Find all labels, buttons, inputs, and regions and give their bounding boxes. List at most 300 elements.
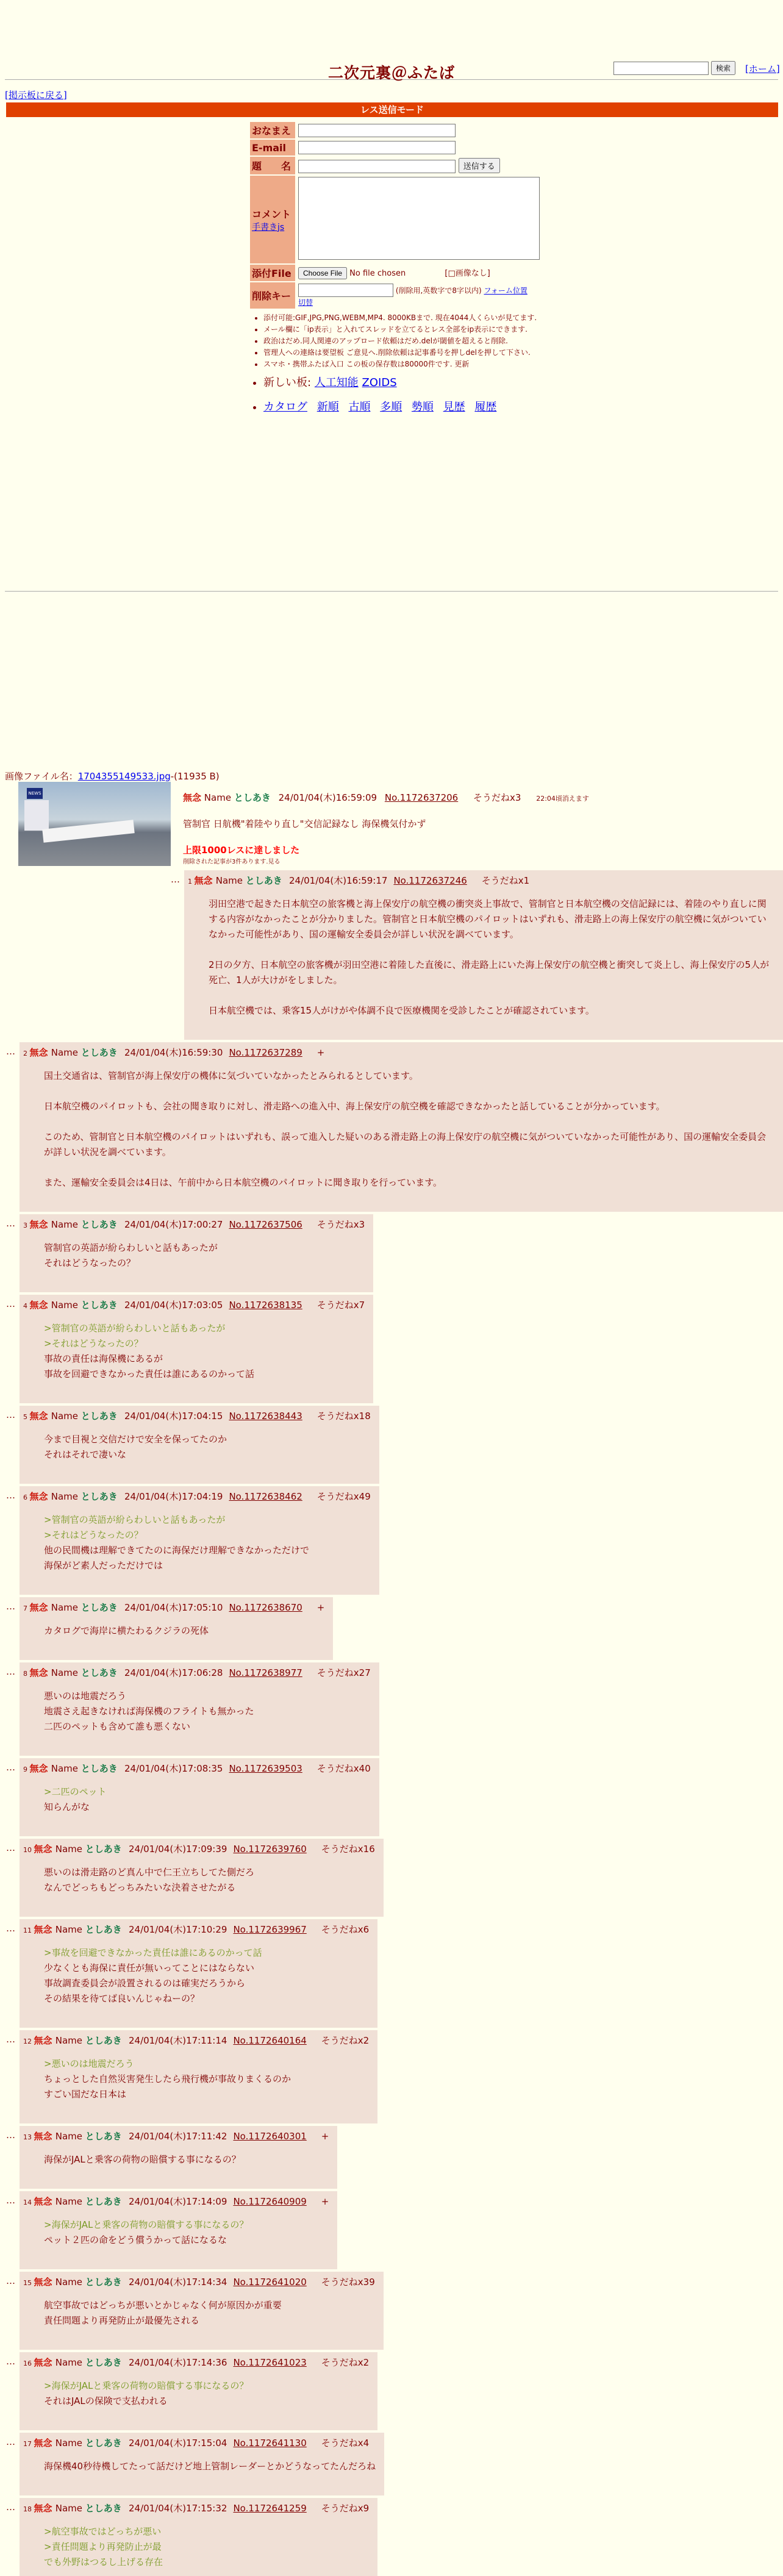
file-link[interactable]: 1704355149533.jpg — [77, 771, 171, 782]
reply-index: 6 — [23, 1494, 30, 1501]
tail-fin-shape — [24, 800, 49, 831]
rule-item: • 添付可能:GIF,JPG,PNG,WEBM,MP4. 8000KBまで. 現在4044人くらいが見てます. — [263, 312, 783, 323]
reply-quote: >海保がJALと乗客の荷物の賠償する事になるの？ — [44, 2219, 249, 2230]
search-button[interactable]: 検索 — [711, 61, 735, 75]
reply-name-prefix: Name — [51, 1602, 81, 1613]
reply-name: としあき — [85, 2131, 125, 2142]
reply-ellipsis: … — [6, 1046, 15, 1057]
reply-ellipsis: … — [6, 2130, 15, 2141]
comment-textarea[interactable] — [298, 177, 540, 260]
reply-subject: 無念 — [34, 2196, 55, 2207]
reply-header — [23, 1762, 371, 1775]
reply-post — [0, 1406, 783, 1484]
reply-ellipsis: … — [6, 2275, 15, 2286]
reply-paragraph: 羽田空港で起きた日本航空の旅客機と海上保安庁の航空機の衝突炎上事故で、管制官と日本航空機の交信記録には、着陸のやり直しに関する内容がなかったことが分かりました。管制官と日本航空機のパイロットはいずれも、滑走路上の海上保安庁の航空機に気がついていなかった可能性があり、国の運輸安全委員会が詳しい状況を調べています。 — [209, 898, 767, 940]
comment-label — [250, 176, 295, 263]
op-subject: 無念 — [183, 792, 202, 803]
reply-number[interactable]: No.1172639503 — [229, 1763, 302, 1774]
reply-name: としあき — [80, 1491, 121, 1502]
reply-paragraph: ちょっとした自然災害発生したら飛行機が事故りまくるのか すごい国だな日本は — [44, 2073, 291, 2100]
reply-ellipsis: … — [6, 1218, 15, 1229]
reply-header — [23, 2130, 329, 2142]
reply-index: 17 — [23, 2440, 34, 2448]
name-field[interactable] — [298, 124, 456, 137]
back-link-wrap — [5, 88, 783, 101]
reply-sodane[interactable]: そうだねx16 — [321, 1844, 375, 1855]
reply-paragraph: また、運輸安全委員会は4日は、午前中から日本航空機のパイロットに聞き取りを行っています。 — [44, 1177, 443, 1188]
reply-date: 24/01/04(木)17:14:09 — [129, 2196, 227, 2207]
reply-post — [0, 2352, 783, 2430]
reply-number[interactable]: No.1172638977 — [229, 1667, 302, 1678]
reply-number[interactable]: No.1172638135 — [229, 1300, 302, 1311]
reply-number[interactable]: No.1172641259 — [233, 2503, 307, 2514]
reply-subject: 無念 — [29, 1667, 51, 1678]
reply-number[interactable]: No.1172640909 — [233, 2196, 307, 2207]
news-logo-icon: NEWS — [27, 788, 43, 799]
deleted-note: 削除された記事が3件あります.見る — [183, 859, 281, 865]
reply-number[interactable]: No.1172638443 — [229, 1411, 302, 1422]
reply-header — [23, 1490, 371, 1503]
reply-index: 2 — [23, 1050, 30, 1057]
reply-post — [0, 1214, 783, 1292]
reply-sodane[interactable]: そうだねx2 — [321, 2357, 370, 2368]
reply-number[interactable]: No.1172638462 — [229, 1491, 302, 1502]
reply-ellipsis: … — [6, 1762, 15, 1773]
reply-paragraph: 知らんがな — [44, 1801, 90, 1812]
rule-item: • 管理人への連絡は要望板 ご意見へ.削除依頼は記事番号を押しdelを押して下さい. — [263, 347, 783, 357]
reply-subject: 無念 — [194, 875, 216, 886]
reply-ellipsis: … — [6, 2502, 15, 2513]
reply-index: 9 — [23, 1766, 30, 1773]
reply-subject: 無念 — [34, 2438, 55, 2449]
back-to-board-link[interactable]: [掲示板に戻る] — [5, 90, 67, 101]
reply-sodane[interactable]: そうだねx2 — [321, 2035, 370, 2046]
reply-header — [23, 1666, 371, 1679]
reply-number[interactable]: No.1172640164 — [233, 2035, 307, 2046]
new-board-label: 新しい板: — [263, 376, 312, 389]
op-expire: 22:04頃消えます — [536, 795, 589, 803]
reply-subject: 無念 — [29, 1300, 51, 1311]
sort-many-link[interactable]: 多順 — [380, 401, 402, 413]
op-header — [183, 791, 783, 804]
reply-subject: 無念 — [29, 1763, 51, 1774]
reply-name-prefix: Name — [55, 2035, 85, 2046]
reply-sodane[interactable]: + — [316, 1047, 325, 1058]
reply-number[interactable]: No.1172639967 — [233, 1924, 307, 1935]
rule-item: • メール欄に「ip表示」と入れてスレッドを立てるとレス全部をip表示にできます. — [263, 324, 783, 334]
catalog-links — [255, 398, 783, 414]
reply-date: 24/01/04(木)17:09:39 — [129, 1844, 227, 1855]
subject-field[interactable] — [298, 160, 456, 173]
reply-name-prefix: Name — [215, 875, 246, 886]
reply-post — [165, 870, 783, 1040]
reply-subject: 無念 — [34, 2277, 55, 2288]
reply-number[interactable]: No.1172640301 — [233, 2131, 307, 2142]
reply-sodane[interactable]: そうだねx7 — [316, 1300, 365, 1311]
reply-body — [44, 2152, 329, 2167]
reply-body — [44, 1512, 371, 1573]
file-label: 添付File — [250, 265, 295, 281]
reply-body — [44, 1784, 371, 1815]
delkey-field[interactable] — [298, 284, 393, 297]
reply-header — [23, 2502, 369, 2514]
switch-link[interactable]: 切替 — [298, 298, 313, 307]
reply-sodane[interactable]: そうだねx39 — [321, 2277, 375, 2288]
reply-ellipsis: … — [6, 1409, 15, 1420]
reply-name-prefix: Name — [51, 1047, 81, 1058]
reply-paragraph: 日本航空機のパイロットも、会社の聞き取りに対し、滑走路への進入中、海上保安庁の航空機を確認できなかったと話していることが分かっています。 — [44, 1101, 665, 1112]
catalog-link[interactable]: カタログ — [263, 401, 307, 413]
reply-quote: >管制官の英語が紛らわしいと話もあったが >それはどうなったの？ — [44, 1514, 226, 1540]
reply-paragraph: 国土交通省は、管制官が海上保安庁の機体に気づいていなかったとみられるとしています。 — [44, 1070, 418, 1081]
reply-number[interactable]: No.1172637246 — [393, 875, 467, 886]
reply-paragraph: 日本航空機では、乗客15人がけがや体調不良で医療機関を受診したことが確認されています。 — [209, 1005, 595, 1016]
new-board-list — [255, 374, 783, 390]
aircraft-wreck-shape — [42, 820, 134, 843]
ad-space — [0, 414, 783, 591]
reply-quote: >管制官の英語が紛らわしいと話もあったが >それはどうなったの？ — [44, 1323, 226, 1349]
reply-paragraph: 悪いのは地震だろう 地震さえ起きなければ海保機のフライトも無かった 二匹のペットも含めて誰も悪くない — [44, 1690, 254, 1732]
reply-name: としあき — [80, 1411, 121, 1422]
reply-box — [20, 2030, 377, 2123]
submit-button[interactable]: 送信する — [459, 158, 500, 173]
reply-post — [0, 1662, 783, 1756]
reply-index: 12 — [23, 2038, 34, 2045]
reply-number[interactable]: No.1172638670 — [229, 1602, 302, 1613]
reply-index: 15 — [23, 2279, 34, 2287]
reply-name-prefix: Name — [55, 1844, 85, 1855]
reply-sodane[interactable]: そうだねx18 — [316, 1411, 371, 1422]
reply-post — [0, 2126, 783, 2189]
reply-box — [20, 1295, 373, 1403]
reply-index: 10 — [23, 1846, 34, 1854]
op-name-prefix: Name — [204, 792, 232, 803]
reply-sodane[interactable]: + — [316, 1602, 325, 1613]
reply-name-prefix: Name — [55, 2438, 85, 2449]
reply-index: 8 — [23, 1670, 30, 1678]
reply-quote: >二匹のペット — [44, 1786, 107, 1797]
reply-box — [184, 870, 783, 1040]
reply-ellipsis: … — [6, 2034, 15, 2045]
reply-header — [23, 2034, 369, 2047]
reply-index: 14 — [23, 2199, 34, 2206]
reply-list — [0, 870, 783, 2576]
reply-name: としあき — [85, 1924, 125, 1935]
limit-notice: 上限1000レスに達しました — [183, 845, 300, 856]
reply-header — [23, 1218, 365, 1231]
reply-post — [0, 2030, 783, 2123]
email-field[interactable] — [298, 141, 456, 154]
reply-subject: 無念 — [29, 1602, 51, 1613]
reply-name: としあき — [85, 2035, 125, 2046]
reply-sodane[interactable]: そうだねx9 — [321, 2503, 370, 2514]
reply-name-prefix: Name — [51, 1763, 81, 1774]
reply-post — [0, 1919, 783, 2028]
reply-header — [23, 2195, 329, 2208]
reply-body — [44, 1432, 371, 1462]
reply-box — [20, 1214, 373, 1292]
reply-name-prefix: Name — [55, 2357, 85, 2368]
thread-thumbnail[interactable] — [18, 782, 171, 866]
reply-header — [23, 1601, 324, 1614]
reply-index: 16 — [23, 2360, 34, 2367]
reply-subject: 無念 — [29, 1491, 51, 1502]
reply-body — [44, 1623, 324, 1639]
reply-subject: 無念 — [29, 1411, 51, 1422]
reply-sodane[interactable]: そうだねx6 — [321, 1924, 370, 1935]
op-sodane[interactable]: そうだねx3 — [473, 792, 521, 803]
reply-body — [44, 2217, 329, 2248]
reply-date: 24/01/04(木)17:03:05 — [124, 1300, 223, 1311]
name-label: おなまえ — [250, 122, 295, 138]
reply-date: 24/01/04(木)17:08:35 — [124, 1763, 223, 1774]
reply-body — [44, 2524, 369, 2570]
reply-date: 24/01/04(木)17:11:14 — [129, 2035, 227, 2046]
reply-paragraph: 少なくとも海保に責任が無いってことにはならない 事故調査委員会が設置されるのは確実だろうから その結果を待てば良いんじゃねーの？ — [44, 1962, 255, 2004]
sort-momentum-link[interactable]: 勢順 — [411, 401, 434, 413]
reply-mode-bar: レス送信モード — [6, 102, 778, 117]
reply-date: 24/01/04(木)16:59:17 — [289, 875, 388, 886]
reply-subject: 無念 — [29, 1219, 51, 1230]
reply-body — [44, 1321, 365, 1382]
reply-header — [23, 1842, 375, 1855]
reply-name: としあき — [85, 2196, 125, 2207]
reply-sodane[interactable]: そうだねx3 — [316, 1219, 365, 1230]
reply-paragraph: 2日の夕方、日本航空の旅客機が羽田空港に着陸した直後に、滑走路上にいた海上保安庁の航空機と衝突して炎上し、海上保安庁の5人が死亡、1人が大けがをしました。 — [209, 959, 770, 986]
reply-date: 24/01/04(木)17:05:10 — [124, 1602, 223, 1613]
reply-paragraph: 他の民間機は理解できてたのに海保だけ理解できなかっただけで 海保がど素人だっただけでは — [44, 1545, 310, 1571]
reply-header — [23, 1298, 365, 1311]
reply-name: としあき — [85, 2357, 125, 2368]
reply-index: 5 — [23, 1413, 30, 1421]
reply-paragraph: 事故の責任は海保機にあるが 事故を回避できなかった責任は誰にあるのかって話 — [44, 1353, 255, 1379]
reply-post — [0, 1486, 783, 1595]
reply-date: 24/01/04(木)17:15:04 — [129, 2438, 227, 2449]
reply-subject: 無念 — [34, 1924, 55, 1935]
reply-paragraph: それはJALの保険で支払われる — [44, 2395, 168, 2406]
reply-number[interactable]: No.1172641023 — [233, 2357, 307, 2368]
reply-post — [0, 1758, 783, 1836]
reply-box — [20, 1662, 379, 1756]
reply-quote: >悪いのは地震だろう — [44, 2058, 134, 2069]
reply-box — [20, 2126, 337, 2189]
reply-ellipsis: … — [6, 2436, 15, 2447]
reply-name: としあき — [245, 875, 285, 886]
reply-ellipsis: … — [6, 1666, 15, 1677]
reply-box — [20, 2498, 377, 2576]
reply-post — [0, 1042, 783, 1212]
reply-date: 24/01/04(木)16:59:30 — [124, 1047, 223, 1058]
reply-ellipsis: … — [6, 1601, 15, 1612]
reply-box — [20, 1839, 384, 1917]
op-date: 24/01/04(木)16:59:09 — [278, 792, 377, 803]
reply-post — [0, 2433, 783, 2496]
no-file-text: No file chosen — [349, 269, 406, 278]
reply-quote: >海保がJALと乗客の荷物の賠償する事になるの？ — [44, 2380, 249, 2391]
reply-subject: 無念 — [34, 2035, 55, 2046]
reply-paragraph: 海保機40秒待機してたって話だけど地上管制レーダーとかどうなってたんだろね — [44, 2461, 376, 2472]
reply-subject: 無念 — [34, 1844, 55, 1855]
thread — [0, 770, 783, 2576]
no-image-toggle[interactable]: [□画像なし] — [445, 269, 490, 278]
reply-date: 24/01/04(木)17:06:28 — [124, 1667, 223, 1678]
reply-name: としあき — [80, 1047, 121, 1058]
history-link[interactable]: 履歴 — [474, 401, 497, 413]
reply-name-prefix: Name — [55, 2277, 85, 2288]
op-body: 管制官 日航機"着陸やり直し"交信記録なし 海保機気付かず — [183, 818, 426, 829]
reply-name: としあき — [85, 1844, 125, 1855]
email-label: E-mail — [250, 140, 295, 156]
reply-subject: 無念 — [29, 1047, 51, 1058]
reply-ellipsis: … — [6, 1490, 15, 1501]
reply-body — [44, 1068, 774, 1190]
choose-file-button[interactable]: Choose File — [298, 267, 347, 279]
search-input[interactable] — [613, 62, 709, 75]
reply-index: 13 — [23, 2133, 34, 2141]
reply-paragraph: 管制官の英語が紛らわしいと話もあったが それはどうなったの？ — [44, 1242, 218, 1268]
reply-box — [20, 1597, 333, 1660]
file-size: -(11935 B) — [170, 771, 220, 782]
reply-post — [0, 2498, 783, 2576]
rules-list — [255, 312, 783, 369]
reply-body — [44, 2378, 369, 2409]
op-post — [183, 782, 783, 865]
op-number[interactable]: No.1172637206 — [384, 792, 459, 803]
reply-header — [23, 2275, 375, 2288]
reply-number[interactable]: No.1172639760 — [233, 1844, 307, 1855]
reply-name: としあき — [80, 1602, 121, 1613]
sort-new-link[interactable]: 新順 — [316, 401, 339, 413]
op-name: としあき — [234, 792, 271, 803]
reply-header — [23, 1409, 371, 1422]
reply-subject: 無念 — [34, 2503, 55, 2514]
reply-post — [0, 1839, 783, 1917]
new-board-link-ai[interactable]: 人工知能 — [314, 376, 359, 389]
thread-divider — [5, 591, 778, 592]
reply-date: 24/01/04(木)17:00:27 — [124, 1219, 223, 1230]
reply-post — [0, 1597, 783, 1660]
reply-body — [44, 2298, 375, 2328]
reply-box — [20, 2352, 377, 2430]
top-bar — [0, 0, 783, 82]
reply-index: 3 — [23, 1222, 30, 1229]
reply-paragraph: カタログで海岸に横たわるクジラの死体 — [44, 1625, 209, 1636]
reply-name: としあき — [85, 2503, 125, 2514]
reply-date: 24/01/04(木)17:04:19 — [124, 1491, 223, 1502]
reply-number[interactable]: No.1172641130 — [233, 2438, 307, 2449]
reply-sodane[interactable]: そうだねx27 — [316, 1667, 371, 1678]
handwrite-link[interactable]: 手書きjs — [252, 222, 285, 232]
reply-date: 24/01/04(木)17:14:34 — [129, 2277, 227, 2288]
reply-index: 1 — [188, 878, 195, 886]
reply-date: 24/01/04(木)17:04:15 — [124, 1411, 223, 1422]
reply-name: としあき — [80, 1667, 121, 1678]
reply-name-prefix: Name — [51, 1219, 81, 1230]
reply-paragraph: ペット２匹の命をどう償うかって話になるな — [44, 2234, 227, 2245]
new-board-link-zoids[interactable]: ZOIDS — [362, 376, 397, 389]
reply-subject: 無念 — [34, 2131, 55, 2142]
sort-old-link[interactable]: 古順 — [348, 401, 371, 413]
reply-body — [44, 1689, 371, 1734]
reply-number[interactable]: No.1172641020 — [233, 2277, 307, 2288]
reply-name-prefix: Name — [55, 2131, 85, 2142]
reply-sodane[interactable]: そうだねx4 — [321, 2438, 370, 2449]
reply-paragraph: このため、管制官と日本航空機のパイロットはいずれも、誤って進入した疑いのある滑走路上の海上保安庁の航空機に気がついていなかった可能性があり、国の運輸安全委員会が詳しい状況を調べています。 — [44, 1131, 767, 1157]
reply-ellipsis: … — [171, 874, 180, 885]
reply-index: 4 — [23, 1302, 30, 1310]
reply-name-prefix: Name — [51, 1300, 81, 1311]
reply-ellipsis: … — [6, 1298, 15, 1309]
form-position-link[interactable]: フォーム位置 — [484, 286, 527, 295]
comment-label-text: コメント — [252, 208, 291, 220]
reply-sodane[interactable]: そうだねx49 — [316, 1491, 371, 1502]
reply-form — [249, 121, 783, 414]
reply-post — [0, 2272, 783, 2350]
reply-post — [0, 2191, 783, 2269]
reply-date: 24/01/04(木)17:11:42 — [129, 2131, 227, 2142]
reply-header — [188, 874, 774, 887]
subject-label: 題 名 — [250, 157, 295, 174]
reply-name: としあき — [85, 2438, 125, 2449]
rule-item: • 政治はだめ.同人関連のアップロード依頼はだめ.delが閾値を超えると削除. — [263, 335, 783, 346]
reply-date: 24/01/04(木)17:15:32 — [129, 2503, 227, 2514]
site-title: 二次元裏＠ふたば — [327, 64, 455, 82]
reply-index: 7 — [23, 1605, 30, 1612]
reply-box — [20, 1406, 379, 1484]
view-history-link[interactable]: 見歴 — [443, 401, 465, 413]
reply-name-prefix: Name — [51, 1491, 81, 1502]
reply-box — [20, 1919, 377, 2028]
reply-sodane[interactable]: そうだねx1 — [481, 875, 530, 886]
reply-box — [20, 2433, 384, 2496]
reply-box — [20, 2272, 384, 2350]
reply-name-prefix: Name — [51, 1667, 81, 1678]
search-box — [613, 61, 735, 75]
reply-number[interactable]: No.1172637506 — [229, 1219, 302, 1230]
reply-sodane[interactable]: そうだねx40 — [316, 1763, 371, 1774]
reply-sodane[interactable]: + — [321, 2131, 329, 2142]
reply-date: 24/01/04(木)17:10:29 — [129, 1924, 227, 1935]
reply-ellipsis: … — [6, 2195, 15, 2206]
post-form-table — [249, 121, 543, 310]
reply-name-prefix: Name — [55, 2503, 85, 2514]
reply-header — [23, 1046, 774, 1059]
reply-paragraph: 航空事故ではどっちが悪いとかじゃなく何が原因かが重要 責任問題より再発防止が最優先される — [44, 2300, 282, 2326]
file-label-text: 画像ファイル名： — [5, 771, 78, 782]
reply-paragraph: 今まで目視と交信だけで安全を保ってたのか それはそれで凄いな — [44, 1434, 227, 1460]
reply-body — [44, 2459, 376, 2474]
reply-ellipsis: … — [6, 1923, 15, 1934]
reply-name-prefix: Name — [51, 1411, 81, 1422]
reply-body — [44, 1945, 369, 2006]
reply-paragraph: 悪いのは滑走路のど真ん中で仁王立ちしてた側だろ なんでどっちもどっちみたいな決着させたがる — [44, 1867, 255, 1893]
reply-sodane[interactable]: + — [321, 2196, 329, 2207]
reply-body — [44, 1865, 375, 1895]
reply-date: 24/01/04(木)17:14:36 — [129, 2357, 227, 2368]
home-link[interactable]: [ホーム] — [745, 63, 780, 74]
reply-index: 18 — [23, 2505, 34, 2513]
rule-item: • スマホ・携帯ふたば入口 この板の保存数は80000件です. 更新 — [263, 359, 783, 369]
reply-header — [23, 2436, 376, 2449]
reply-ellipsis: … — [6, 1842, 15, 1853]
reply-paragraph: 海保がJALと乗客の荷物の賠償する事になるの？ — [44, 2154, 241, 2165]
reply-number[interactable]: No.1172637289 — [229, 1047, 302, 1058]
reply-subject: 無念 — [34, 2357, 55, 2368]
reply-name: としあき — [80, 1219, 121, 1230]
reply-body — [209, 896, 774, 1018]
reply-post — [0, 1295, 783, 1403]
reply-name: としあき — [85, 2277, 125, 2288]
